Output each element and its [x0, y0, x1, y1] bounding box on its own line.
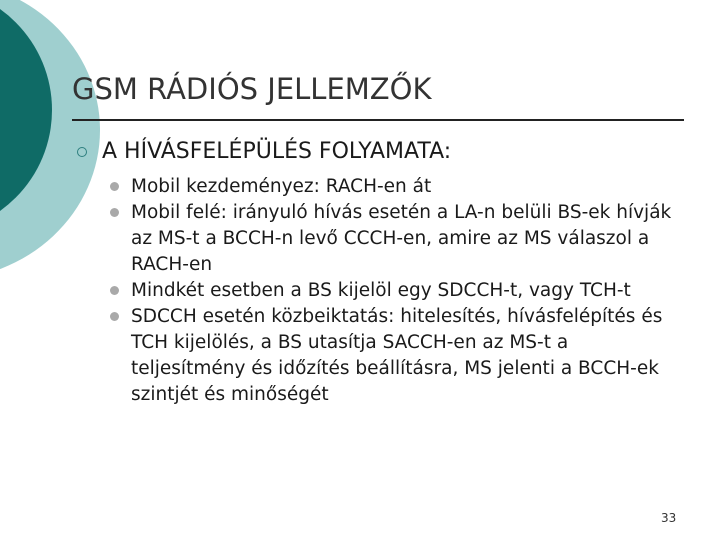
list-item-text: Mobil felé: irányuló hívás esetén a LA-n belüli BS-ek hívják az MS-t a BCCH-n levő CCCH-en, amire az MS válaszol a RACH-en: [131, 202, 672, 275]
bullet-dot-icon: [110, 312, 119, 321]
list-item: [110, 304, 680, 408]
section-heading: A HÍVÁSFELÉPÜLÉS FOLYAMATA:: [102, 139, 452, 164]
list-item: [110, 200, 680, 278]
main-bullet-block: [77, 137, 697, 167]
page-number: 33: [661, 511, 677, 525]
bullet-dot-icon: [110, 182, 119, 191]
list-item-text: SDCCH esetén közbeiktatás: hitelesítés, hívásfelépítés és TCH kijelölés, a BS utasítja SACCH-en az MS-t a teljesítmény és időzítés beállításra, MS jelenti a BCCH-ek szintjét és minőségét: [131, 306, 663, 405]
bullet-dot-icon: [110, 286, 119, 295]
slide-title: GSM RÁDIÓS JELLEMZŐK: [72, 72, 432, 106]
list-item-text: Mobil kezdeményez: RACH-en át: [131, 176, 432, 197]
list-item: [110, 278, 680, 304]
title-divider: [72, 119, 684, 121]
sub-bullet-list: [110, 174, 680, 408]
list-item-text: Mindkét esetben a BS kijelöl egy SDCCH-t, vagy TCH-t: [131, 280, 631, 301]
main-bullet: [77, 137, 697, 167]
bullet-dot-icon: [110, 208, 119, 217]
list-item: [110, 174, 680, 200]
ring-bullet-icon: [77, 147, 87, 157]
